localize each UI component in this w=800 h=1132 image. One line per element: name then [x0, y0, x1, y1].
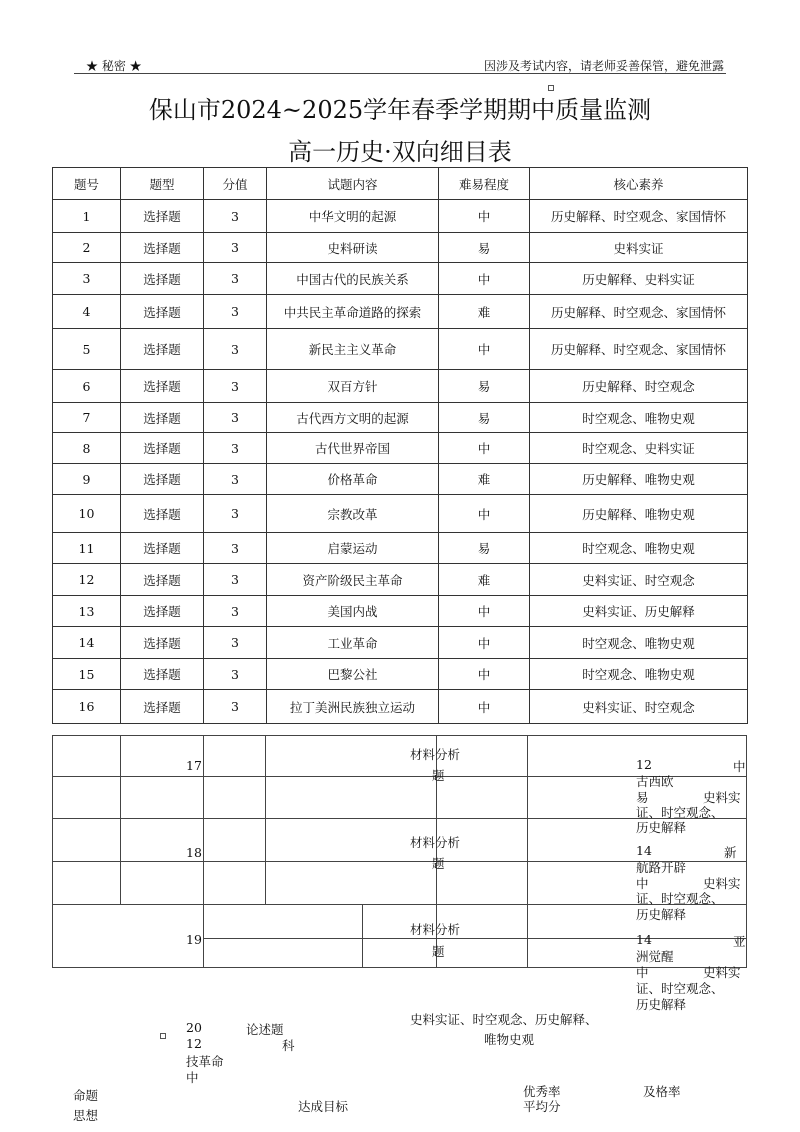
question-literacy: 时空观念、史料实证	[530, 433, 748, 464]
question-difficulty: 中	[636, 965, 649, 980]
table-row	[53, 464, 748, 495]
question-score: 14	[636, 932, 652, 947]
question-number: 10	[53, 495, 121, 533]
footer-label: 命题	[73, 1088, 99, 1103]
question-score: 3	[204, 596, 267, 627]
question-number: 13	[53, 596, 121, 627]
question-number: 1	[53, 200, 121, 233]
question-difficulty: 中	[186, 1070, 199, 1085]
question-number: 4	[53, 295, 121, 329]
question-number: 19	[186, 932, 202, 947]
question-type: 选择题	[121, 690, 204, 724]
question-score: 3	[204, 564, 267, 596]
question-score: 3	[204, 263, 267, 295]
question-literacy: 史料实	[703, 876, 741, 891]
question-content: 亚	[733, 934, 746, 949]
question-literacy: 证、时空观念、	[636, 981, 724, 996]
question-number: 6	[53, 370, 121, 403]
question-score: 12	[186, 1036, 202, 1051]
column-header: 难易程度	[439, 168, 530, 200]
question-number: 14	[53, 627, 121, 659]
question-content: 资产阶级民主革命	[267, 564, 439, 596]
question-content: 新民主主义革命	[267, 329, 439, 370]
column-header: 核心素养	[530, 168, 748, 200]
question-type: 材料分析	[410, 835, 461, 850]
question-literacy: 证、时空观念、	[636, 805, 724, 820]
question-content: 工业革命	[267, 627, 439, 659]
footer-average: 平均分	[523, 1099, 561, 1114]
table-row	[53, 263, 748, 295]
footer-excellent: 优秀率	[523, 1084, 561, 1099]
question-type: 选择题	[121, 200, 204, 233]
question-literacy: 史料实证	[530, 233, 748, 263]
table-row	[53, 564, 748, 596]
table-header-row	[53, 168, 748, 200]
question-type: 选择题	[121, 627, 204, 659]
question-content: 启蒙运动	[267, 533, 439, 564]
question-literacy: 时空观念、唯物史观	[530, 659, 748, 690]
question-literacy: 时空观念、唯物史观	[530, 403, 748, 433]
question-literacy: 历史解释、史料实证	[530, 263, 748, 295]
question-type: 题	[432, 944, 445, 959]
question-difficulty: 易	[439, 533, 530, 564]
question-type: 材料分析	[410, 747, 461, 762]
footer-label: 思想	[73, 1108, 99, 1123]
question-difficulty: 中	[439, 200, 530, 233]
question-number: 17	[186, 758, 202, 773]
table-row	[53, 200, 748, 233]
question-literacy: 历史解释、时空观念、家国情怀	[530, 295, 748, 329]
question-literacy: 史料实	[703, 965, 741, 980]
header-rule	[74, 73, 726, 74]
question-difficulty: 中	[439, 263, 530, 295]
question-type: 题	[432, 856, 445, 871]
question-score: 3	[204, 464, 267, 495]
question-type: 选择题	[121, 295, 204, 329]
question-type: 选择题	[121, 495, 204, 533]
column-header: 分值	[204, 168, 267, 200]
question-content: 中国古代的民族关系	[267, 263, 439, 295]
question-content: 中华文明的起源	[267, 200, 439, 233]
question-content: 新	[724, 845, 737, 860]
question-score: 3	[204, 233, 267, 263]
question-content: 宗教改革	[267, 495, 439, 533]
confidential-label: ★ 秘密 ★	[86, 59, 142, 73]
question-content: 古西欧	[636, 774, 674, 789]
column-header: 试题内容	[267, 168, 439, 200]
table-row	[53, 433, 748, 464]
question-content: 价格革命	[267, 464, 439, 495]
question-difficulty: 难	[439, 564, 530, 596]
question-number: 3	[53, 263, 121, 295]
question-difficulty: 中	[439, 596, 530, 627]
marker-square	[160, 1033, 166, 1039]
question-score: 3	[204, 495, 267, 533]
question-type: 选择题	[121, 433, 204, 464]
question-number: 8	[53, 433, 121, 464]
question-content: 科	[282, 1038, 295, 1053]
question-type: 论述题	[246, 1022, 284, 1037]
question-difficulty: 难	[439, 295, 530, 329]
question-difficulty: 易	[439, 233, 530, 263]
question-type: 题	[432, 768, 445, 783]
table-row	[53, 627, 748, 659]
question-type: 选择题	[121, 370, 204, 403]
question-type: 选择题	[121, 263, 204, 295]
question-score: 3	[204, 295, 267, 329]
column-header: 题型	[121, 168, 204, 200]
question-content: 航路开辟	[636, 860, 687, 875]
question-difficulty: 中	[439, 433, 530, 464]
question-score: 3	[204, 403, 267, 433]
question-literacy: 史料实	[703, 790, 741, 805]
column-header: 题号	[53, 168, 121, 200]
table-row	[53, 403, 748, 433]
question-score: 3	[204, 200, 267, 233]
question-literacy: 历史解释、时空观念	[530, 370, 748, 403]
question-score: 3	[204, 659, 267, 690]
table-row	[53, 370, 748, 403]
question-type: 选择题	[121, 533, 204, 564]
question-difficulty: 中	[439, 329, 530, 370]
question-number: 11	[53, 533, 121, 564]
question-number: 7	[53, 403, 121, 433]
question-score: 3	[204, 627, 267, 659]
question-literacy: 历史解释	[636, 907, 687, 922]
question-score: 3	[204, 329, 267, 370]
table-row	[53, 690, 748, 724]
table-row	[53, 596, 748, 627]
question-type: 选择题	[121, 233, 204, 263]
question-literacy: 时空观念、唯物史观	[530, 627, 748, 659]
question-type: 选择题	[121, 403, 204, 433]
question-literacy: 历史解释	[636, 997, 687, 1012]
question-literacy: 历史解释、时空观念、家国情怀	[530, 329, 748, 370]
page-subtitle: 高一历史·双向细目表	[288, 138, 512, 166]
question-literacy: 历史解释、时空观念、家国情怀	[530, 200, 748, 233]
question-content: 拉丁美洲民族独立运动	[267, 690, 439, 724]
question-score: 14	[636, 843, 652, 858]
question-score: 3	[204, 533, 267, 564]
table-row	[53, 329, 748, 370]
question-literacy: 证、时空观念、	[636, 891, 724, 906]
table-row	[53, 659, 748, 690]
question-difficulty: 中	[733, 759, 746, 774]
question-content: 巴黎公社	[267, 659, 439, 690]
question-content: 中共民主革命道路的探索	[267, 295, 439, 329]
question-difficulty: 中	[439, 495, 530, 533]
question-literacy: 历史解释、唯物史观	[530, 464, 748, 495]
question-score: 3	[204, 370, 267, 403]
question-type: 选择题	[121, 564, 204, 596]
question-type: 选择题	[121, 329, 204, 370]
table-row	[53, 533, 748, 564]
question-number: 5	[53, 329, 121, 370]
question-difficulty: 中	[439, 627, 530, 659]
question-difficulty: 难	[439, 464, 530, 495]
question-difficulty: 中	[439, 659, 530, 690]
question-content: 古代西方文明的起源	[267, 403, 439, 433]
question-literacy: 史料实证、时空观念	[530, 564, 748, 596]
question-number: 18	[186, 845, 202, 860]
table-row	[53, 233, 748, 263]
footer-target: 达成目标	[298, 1099, 349, 1114]
question-number: 12	[53, 564, 121, 596]
question-literacy: 历史解释	[636, 820, 687, 835]
question-number: 15	[53, 659, 121, 690]
question-type: 选择题	[121, 596, 204, 627]
question-number: 16	[53, 690, 121, 724]
question-content: 古代世界帝国	[267, 433, 439, 464]
confidentiality-notice: 因涉及考试内容，请老师妥善保管，避免泄露	[483, 59, 724, 73]
question-literacy: 唯物史观	[484, 1032, 535, 1047]
question-number: 20	[186, 1020, 202, 1035]
question-difficulty: 易	[439, 403, 530, 433]
question-type: 选择题	[121, 659, 204, 690]
question-score: 3	[204, 690, 267, 724]
question-score: 12	[636, 757, 652, 772]
question-content: 技革命	[186, 1054, 224, 1069]
question-difficulty: 中	[636, 876, 649, 891]
question-difficulty: 中	[439, 690, 530, 724]
question-literacy: 时空观念、唯物史观	[530, 533, 748, 564]
question-content: 美国内战	[267, 596, 439, 627]
page-title: 保山市2024~2025学年春季学期期中质量监测	[148, 96, 652, 124]
question-type: 材料分析	[410, 922, 461, 937]
table-row	[53, 495, 748, 533]
question-table	[52, 167, 748, 724]
question-literacy: 史料实证、时空观念、历史解释、	[410, 1012, 598, 1027]
question-difficulty: 易	[439, 370, 530, 403]
question-content: 史料研读	[267, 233, 439, 263]
footer-pass: 及格率	[643, 1084, 681, 1099]
table-row	[53, 295, 748, 329]
question-literacy: 史料实证、历史解释	[530, 596, 748, 627]
question-content: 洲觉醒	[636, 949, 674, 964]
question-literacy: 历史解释、唯物史观	[530, 495, 748, 533]
question-difficulty: 易	[636, 790, 649, 805]
question-number: 9	[53, 464, 121, 495]
question-score: 3	[204, 433, 267, 464]
question-literacy: 史料实证、时空观念	[530, 690, 748, 724]
question-number: 2	[53, 233, 121, 263]
question-type: 选择题	[121, 464, 204, 495]
question-content: 双百方针	[267, 370, 439, 403]
